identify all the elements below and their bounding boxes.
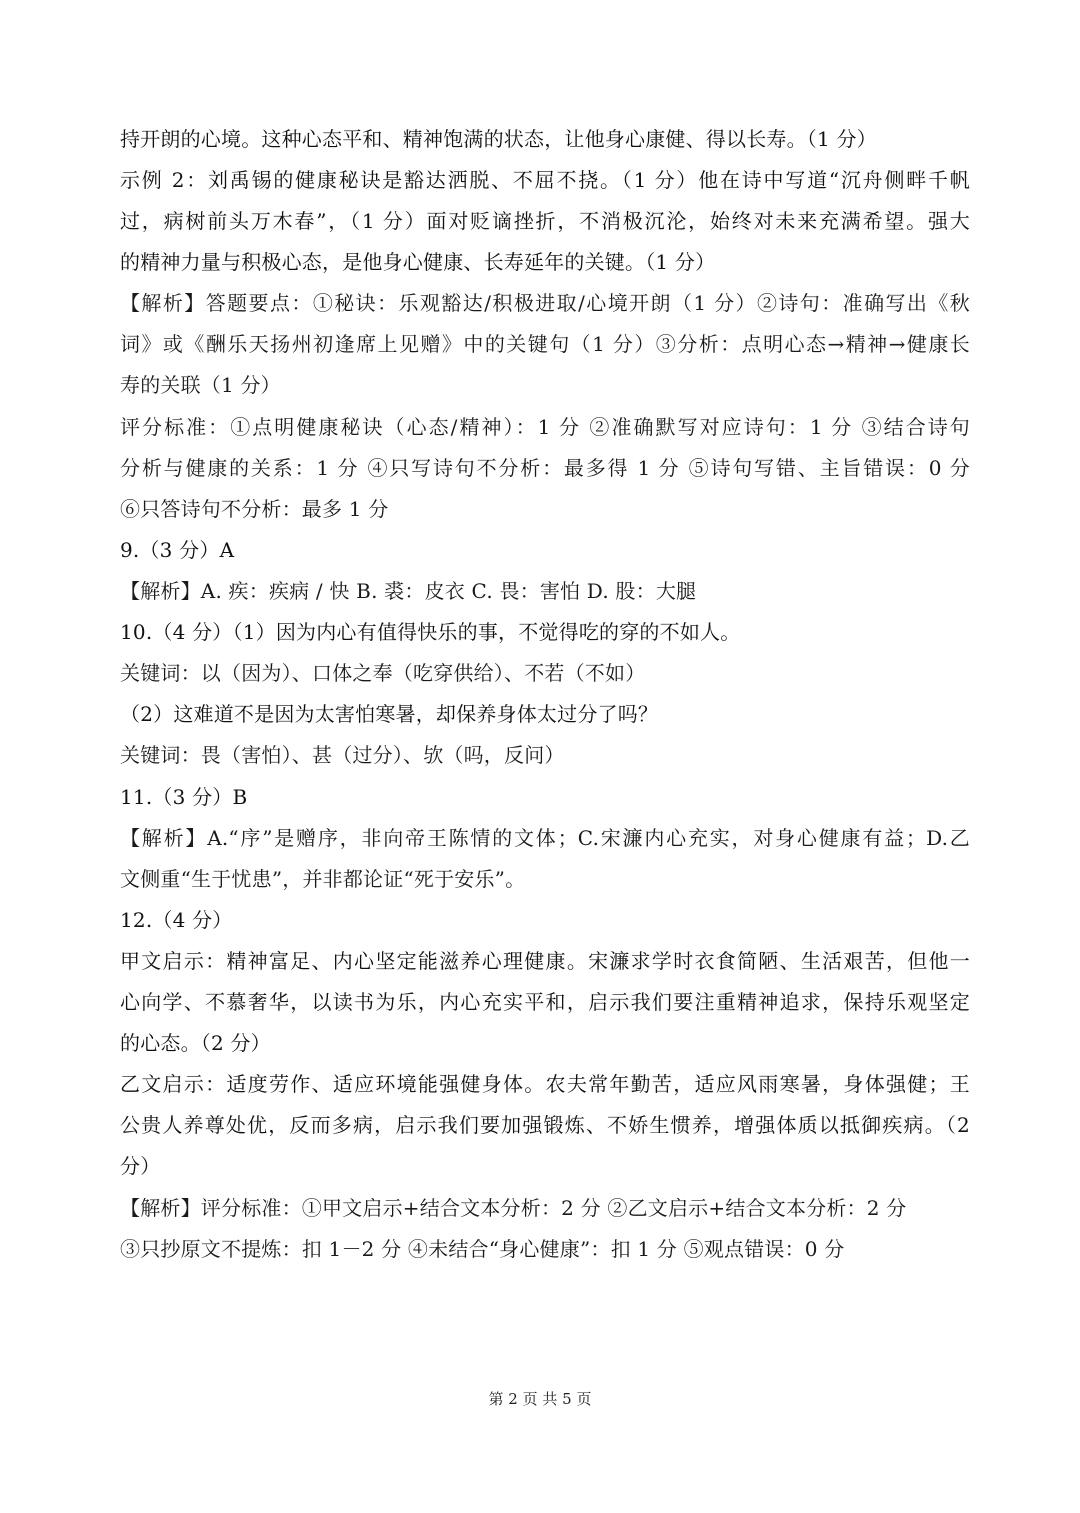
- page-number-footer: 第 2 页 共 5 页: [488, 1390, 592, 1408]
- keywords-line: 关键词：以（因为）、口体之奉（吃穿供给）、不若（不如）: [120, 661, 646, 685]
- text-line: 乙文启示：适度劳作、适应环境能强健身体。农夫常年勤苦，适应风雨寒暑，身体强健；王: [120, 1072, 970, 1096]
- text-line: 持开朗的心境。这种心态平和、精神饱满的状态，让他身心康健、得以长寿。（1 分）: [120, 127, 877, 151]
- text-line: 的精神力量与积极心态，是他身心健康、长寿延年的关键。（1 分）: [120, 250, 716, 274]
- analysis-line: 文侧重“生于忧患”，并非都论证“死于安乐”。: [120, 867, 526, 891]
- question-answer: 11.（3 分）B: [120, 785, 248, 809]
- analysis-line: 【解析】评分标准：①甲文启示+结合文本分析：2 分 ②乙文启示+结合文本分析：2 分: [120, 1196, 907, 1220]
- question-answer: 12.（4 分）: [120, 908, 233, 932]
- analysis-line: 【解析】A. 疾：疾病 / 快 B. 裘：皮衣 C. 畏：害怕 D. 股：大腿: [120, 579, 697, 603]
- text-line: 过，病树前头万木春”，（1 分）面对贬谪挫折，不消极沉沦，始终对未来充满希望。强大: [120, 209, 970, 233]
- text-line: 示例 2：刘禹锡的健康秘诀是豁达洒脱、不屈不挠。（1 分）他在诗中写道“沉舟侧畔千帆: [120, 168, 970, 192]
- text-line: 的心态。（2 分）: [120, 1031, 271, 1055]
- grading-line: 分析与健康的关系：1 分 ④只写诗句不分析：最多得 1 分 ⑤诗句写错、主旨错误：0 分: [120, 456, 970, 480]
- text-line: （2）这难道不是因为太害怕寒暑，却保养身体太过分了吗？: [120, 702, 659, 726]
- analysis-line: 【解析】答题要点：①秘诀：乐观豁达/积极进取/心境开朗（1 分）②诗句：准确写出《秋: [120, 291, 970, 315]
- grading-line: 评分标准：①点明健康秘诀（心态/精神）：1 分 ②准确默写对应诗句：1 分 ③结合诗句: [120, 415, 970, 439]
- question-answer: 9.（3 分）A: [120, 538, 235, 562]
- analysis-line: 【解析】A.“序”是赠序，非向帝王陈情的文体；C.宋濂内心充实，对身心健康有益；D.乙: [120, 826, 970, 850]
- text-line: 心向学、不慕奢华，以读书为乐，内心充实平和，启示我们要注重精神追求，保持乐观坚定: [120, 990, 970, 1014]
- keywords-line: 关键词：畏（害怕）、甚（过分）、欤（吗，反问）: [120, 743, 565, 767]
- text-line: 公贵人养尊处优，反而多病，启示我们要加强锻炼、不娇生惯养，增强体质以抵御疾病。（2: [120, 1113, 970, 1137]
- text-line: 甲文启示：精神富足、内心坚定能滋养心理健康。宋濂求学时衣食简陋、生活艰苦，但他一: [120, 949, 970, 973]
- grading-line: ⑥只答诗句不分析：最多 1 分: [120, 497, 389, 521]
- text-line: 分）: [120, 1154, 161, 1178]
- analysis-line: ③只抄原文不提炼：扣 1－2 分 ④未结合“身心健康”：扣 1 分 ⑤观点错误：0 分: [120, 1237, 845, 1261]
- analysis-line: 词》或《酬乐天扬州初逢席上见赠》中的关键句（1 分）③分析：点明心态→精神→健康长: [120, 332, 970, 356]
- question-answer: 10.（4 分）（1）因为内心有值得快乐的事，不觉得吃的穿的不如人。: [120, 620, 741, 644]
- analysis-line: 寿的关联（1 分）: [120, 373, 281, 397]
